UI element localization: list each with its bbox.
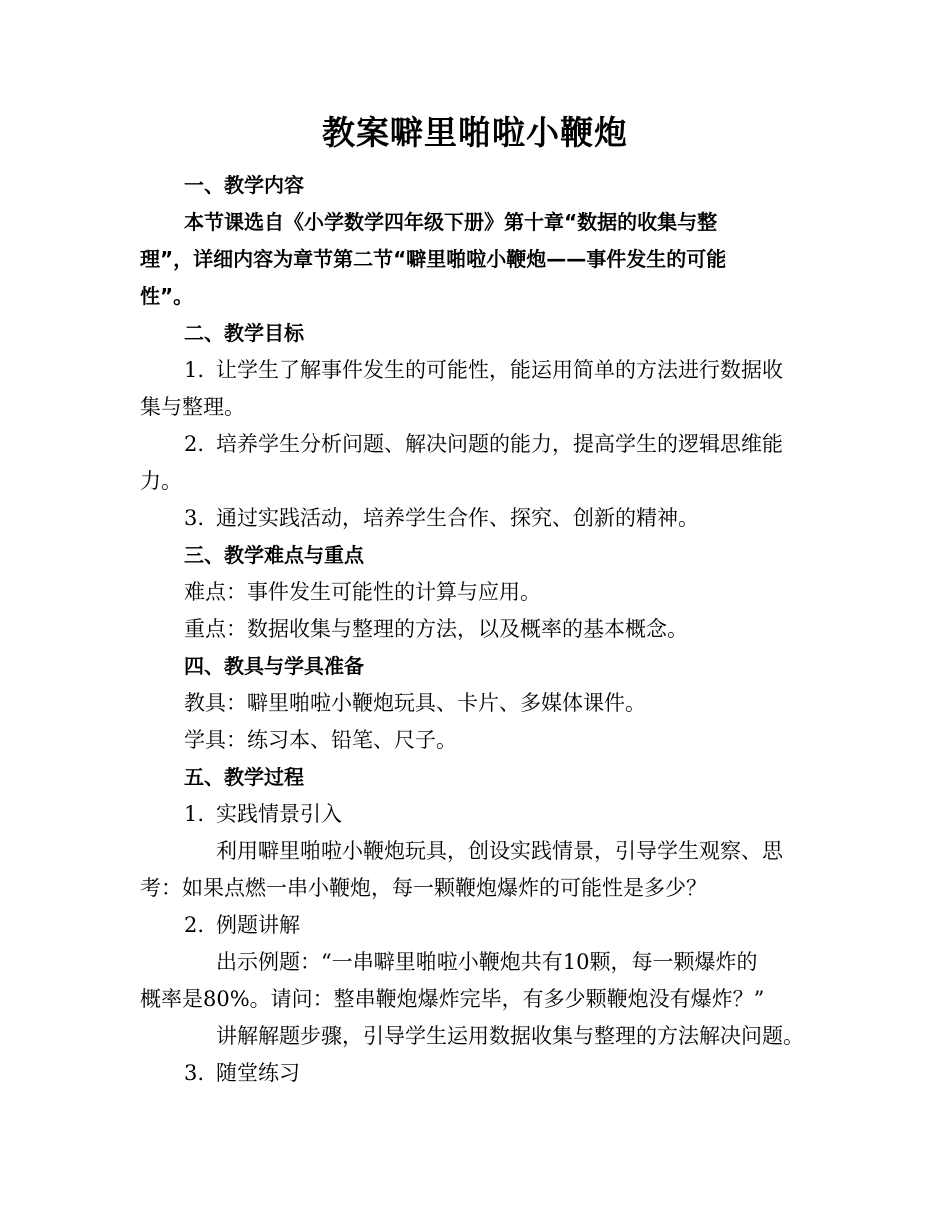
objective-number: 1. — [184, 358, 205, 382]
difficulty-text: 难点：事件发生可能性的计算与应用。 — [184, 580, 541, 604]
process-step-label — [140, 796, 820, 833]
step-number: 3. — [184, 1061, 205, 1085]
process-step-label — [140, 1055, 820, 1092]
objective-text: 让学生了解事件发生的可能性，能运用简单的方法进行数据收 — [216, 358, 783, 382]
step-number: 2. — [184, 913, 205, 937]
step-title: 例题讲解 — [216, 913, 300, 937]
process-step-text: 利用噼里啪啦小鞭炮玩具，创设实践情景，引导学生观察、思 — [216, 839, 783, 863]
section-heading-content: 一、教学内容 — [184, 173, 304, 197]
objective-item — [140, 352, 820, 389]
content-paragraph-line: 理”，详细内容为章节第二节“噼里啪啦小鞭炮——事件发生的可能 — [140, 247, 727, 271]
section-heading-objectives: 二、教学目标 — [184, 321, 304, 345]
content-paragraph-line: 本节课选自《小学数学四年级下册》第十章“数据的收集与整 — [184, 210, 718, 234]
objective-text: 通过实践活动，培养学生合作、探究、创新的精神。 — [216, 506, 699, 530]
section-heading-difficulties: 三、教学难点与重点 — [184, 543, 364, 567]
step-title: 随堂练习 — [216, 1061, 300, 1085]
objective-continuation: 集与整理。 — [140, 395, 245, 419]
process-step-label — [140, 907, 820, 944]
key-point-text: 重点：数据收集与整理的方法，以及概率的基本概念。 — [184, 617, 688, 641]
section-heading-materials: 四、教具与学具准备 — [184, 654, 364, 678]
step-number: 1. — [184, 802, 205, 826]
process-step-text: 讲解解题步骤，引导学生运用数据收集与整理的方法解决问题。 — [216, 1024, 804, 1048]
objective-number: 2. — [184, 432, 205, 456]
objective-item — [140, 500, 820, 537]
objective-continuation: 力。 — [140, 469, 182, 493]
step-title: 实践情景引入 — [216, 802, 342, 826]
student-tools-text: 学具：练习本、铅笔、尺子。 — [184, 728, 457, 752]
objective-number: 3. — [184, 506, 205, 530]
process-step-text: 出示例题：“一串噼里啪啦小鞭炮共有10颗，每一颗爆炸的 — [216, 950, 758, 974]
process-step-text: 考：如果点燃一串小鞭炮，每一颗鞭炮爆炸的可能性是多少？ — [140, 876, 707, 900]
section-heading-process: 五、教学过程 — [184, 765, 304, 789]
objective-item — [140, 426, 820, 463]
objective-text: 培养学生分析问题、解决问题的能力，提高学生的逻辑思维能 — [216, 432, 783, 456]
teacher-tools-text: 教具：噼里啪啦小鞭炮玩具、卡片、多媒体课件。 — [184, 691, 646, 715]
content-paragraph-line: 性”。 — [140, 284, 194, 308]
process-step-text: 概率是80%。请问：整串鞭炮爆炸完毕，有多少颗鞭炮没有爆炸？” — [140, 987, 765, 1011]
document-title: 教案噼里啪啦小鞭炮 — [322, 113, 628, 152]
document-body — [140, 167, 820, 1092]
